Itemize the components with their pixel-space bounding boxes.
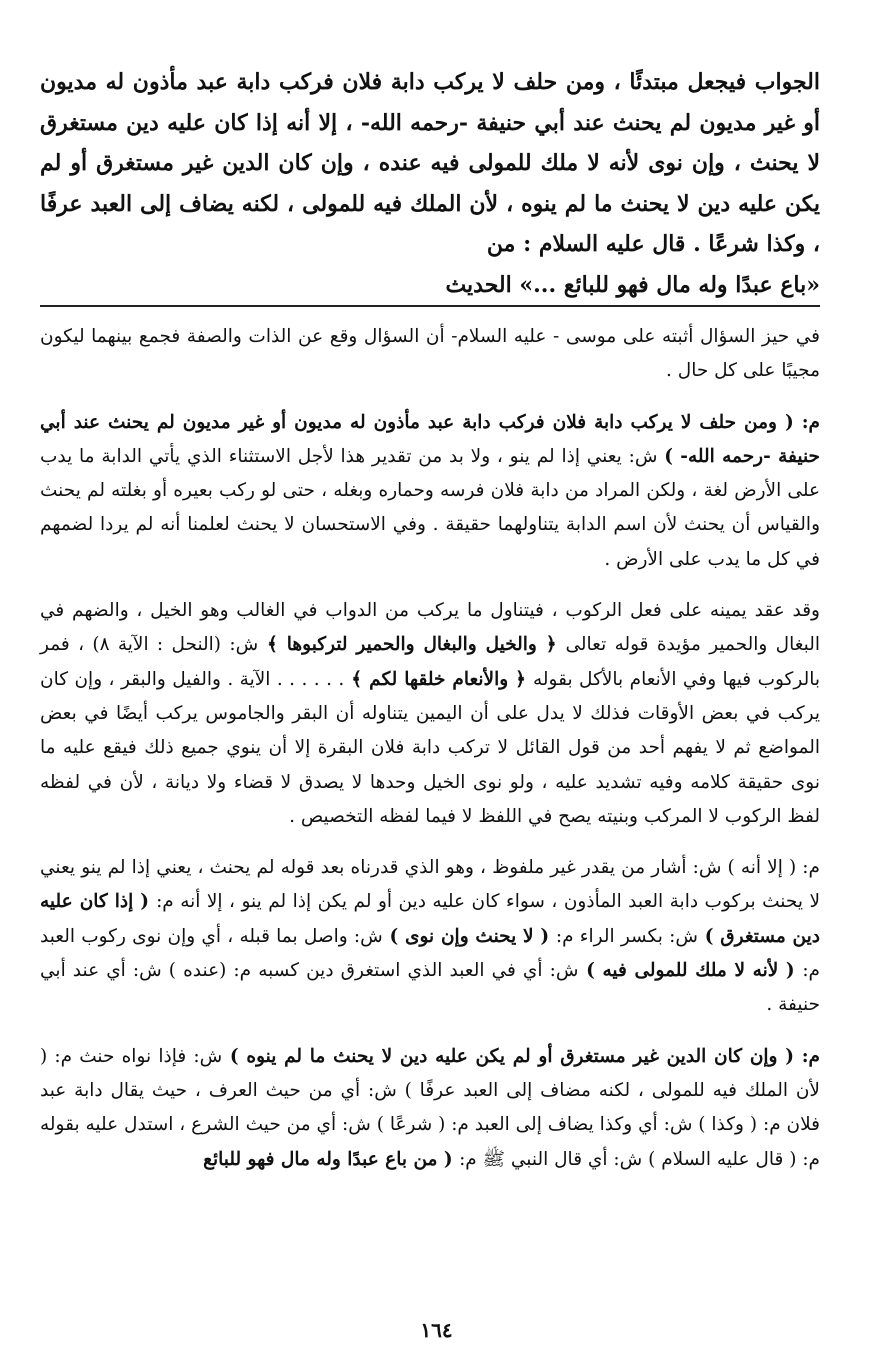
- commentary-paragraph: [40, 320, 820, 389]
- main-text-last-line: «باع عبدًا وله مال فهو للبائع ...» الحديث: [445, 271, 820, 298]
- commentary-text: ش: أي في العبد الذي استغرق دين كسبه م: (عنده ) ش: أي عند أبي حنيفة .: [40, 960, 820, 1016]
- commentary-paragraph: [40, 594, 820, 834]
- commentary-text: م: ( إلا أنه ) ش: أشار من يقدر غير ملفوظ ، وهو الذي قدرناه بعد قوله لم يحنث ، يعني إذا لم ينو يعني لا يحنث بركوب دابة العبد المأذون ، سواء كان عليه دين أو لم يكن إذا لم ينو ، إلا أنه م:: [40, 857, 820, 913]
- commentary-text: ش: واصل بما قبله ، أي وإن نوى ركوب العبد م:: [40, 925, 821, 982]
- quran-verse: ﴿ والخيل والبغال والحمير لتركبوها ﴾: [258, 634, 566, 656]
- quoted-matn: ( لأنه لا ملك للمولى فيه ): [578, 960, 803, 982]
- quran-verse: ﴿ والأنعام خلقها لكم ﴾: [344, 668, 533, 690]
- commentary-text: ش: فإذا نواه حنث م: ( لأن الملك فيه للمولى ، لكنه مضاف إلى العبد عرفًا ): [40, 1045, 820, 1101]
- commentary-paragraph: [40, 406, 820, 577]
- commentary-text: ش: بكسر الراء م:: [555, 925, 698, 947]
- main-text-line: الجواب فيجعل مبتدئًا ، ومن حلف لا يركب دابة فلان فركب دابة عبد مأذون له مديون أو غير: [40, 69, 820, 136]
- commentary-text: في حيز السؤال أثبته على موسى - عليه السلام- أن السؤال وقع عن الذات والصفة فجمع بينهما ليكون مجيبًا على كل حال .: [40, 326, 820, 382]
- quoted-matn: م: ( ومن حلف لا يركب دابة فلان فركب دابة عبد مأذون له مديون أو غير مديون لم يحنث عند أبي حنيفة -رحمه الله- ): [40, 411, 820, 467]
- main-text-line: نوى لأنه لا ملك للمولى فيه عنده ، وإن كان الدين غير مستغرق أو لم يكن عليه دين لا يحنث ما: [40, 150, 820, 217]
- commentary-text: ش: (النحل : الآية ٨) ، فمر بالركوب فيها وفي الأنعام بالأكل بقوله: [40, 634, 820, 690]
- commentary-block: [40, 320, 820, 1194]
- main-text-line: لم ينوه ، لأن الملك فيه للمولى ، لكنه يضاف إلى العبد عرفًا ، وكذا شرعًا . قال عليه السلام : من: [40, 190, 820, 257]
- commentary-text: وقد عقد يمينه على فعل الركوب ، فيتناول ما يركب من الدواب في الغالب وهو الخيل ، والضهم في البغال والحمير مؤيدة قوله تعالى: [40, 600, 821, 656]
- commentary-text: ش: يعني إذا لم ينو ، ولا بد من تقدير هذا لأجل الاستثناء الذي يأتي الدابة ما يدب على الأرض لغة ، ولكن المراد من دابة فلان فرسه وحماره وبغله ، حتى لو ركب بعيره أو بغلته لم يحنث والقياس أن يحنث لأن اسم الدابة يتناولهما حقيقة . وفي الاستحسان لا يحنث لعلمنا أنه لم يردا لضمهم في كل ما يدب على الأرض .: [40, 445, 820, 570]
- commentary-paragraph: [40, 1040, 820, 1177]
- main-text-block: [40, 62, 820, 305]
- commentary-text: . . . . . . الآية . والفيل والبقر ، وإن كان يركب في بعض الأوقات فذلك لا يدل على أن اليمين يتناوله أن البقر والجاموس يركب أيضًا في بعض المواضع ثم لا يفهم أحد من قول القائل لا تركب دابة فلان البقرة إلا أن ينوي جميع ذلك فيقع عليه ما نوى حقيقة كلامه وفيه تشديد عليه ، ولو نوى الخيل وحدها لا يصدق لا قضاء ولا ديانة ، لأن في لفظه لفظ الركوب لا المركب وبنيته يصح في اللفظ لا فيما لفظه التخصيص .: [40, 668, 820, 827]
- separator-line: [40, 305, 820, 307]
- commentary-text: ش: أي من حيث العرف ، حيث يقال دابة عبد فلان م: ( وكذا ) ش: أي وكذا يضاف إلى العبد م: ( شرعًا ) ش: أي من حيث الشرع ، استدل عليه بقوله م: ( قال عليه السلام ) ش: أي قال النبي ﷺ م:: [40, 1079, 820, 1170]
- main-text-line: مديون لم يحنث عند أبي حنيفة -رحمه الله- ، إلا أنه إذا كان عليه دين مستغرق لا يحنث ، وإن: [40, 109, 820, 176]
- quoted-matn: ( إذا كان عليه دين مستغرق ): [40, 891, 820, 947]
- commentary-paragraph: [40, 851, 820, 1022]
- main-text: [40, 62, 820, 305]
- quoted-matn: ( لا يحنث وإن نوى ): [382, 925, 556, 947]
- quoted-matn: ( من باع عبدًا وله مال فهو للبائع: [203, 1148, 460, 1170]
- page-number: ١٦٤: [420, 1318, 453, 1342]
- quoted-matn: م: ( وإن كان الدين غير مستغرق أو لم يكن عليه دين لا يحنث ما لم ينوه ): [222, 1045, 820, 1067]
